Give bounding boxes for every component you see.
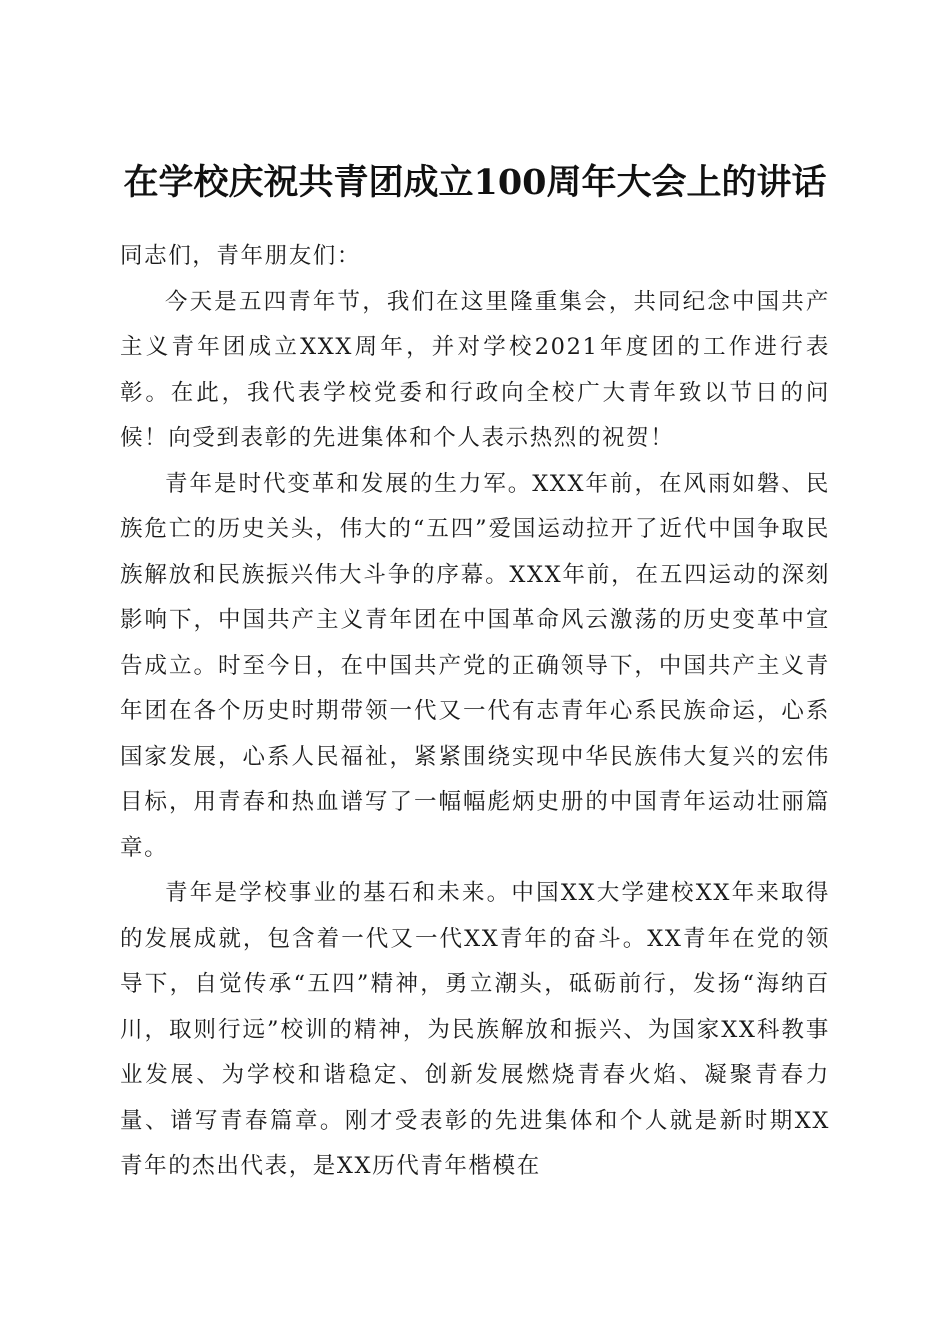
paragraph-youth-era: 青年是时代变革和发展的生力军。XXX年前，在风雨如磐、民族危亡的历史关头，伟大的“五四”爱国运动拉开了近代中国争取民族解放和民族振兴伟大斗争的序幕。XXX年前，在五四运动的深刻影响下，中国共产主义青年团在中国革命风云激荡的历史变革中宣告成立。时至今日，在中国共产党的正确领导下，中国共产主义青年团在各个历史时期带领一代又一代有志青年心系民族命运，心系国家发展，心系人民福祉，紧紧围绕实现中华民族伟大复兴的宏伟目标，用青春和热血谱写了一幅幅彪炳史册的中国青年运动壮丽篇章。 (120, 470, 830, 861)
paragraph-opening: 今天是五四青年节，我们在这里隆重集会，共同纪念中国共产主义青年团成立XXX周年，并对学校2021年度团的工作进行表彰。在此，我代表学校党委和行政向全校广大青年致以节日的问候！向受到表彰的先进集体和个人表示热烈的祝贺！ (120, 288, 830, 451)
paragraph-youth-school: 青年是学校事业的基石和未来。中国XX大学建校XX年来取得的发展成就，包含着一代又一代XX青年的奋斗。XX青年在党的领导下，自觉传承“五四”精神，勇立潮头，砥砺前行，发扬“海纳百川，取则行远”校训的精神，为民族解放和振兴、为国家XX科教事业发展、为学校和谐稳定、创新发展燃烧青春火焰、凝聚青春力量、谱写青春篇章。刚才受表彰的先进集体和个人就是新时期XX青年的杰出代表，是XX历代青年楷模在 (120, 880, 830, 1179)
salutation: 同志们，青年朋友们： (120, 243, 362, 269)
speech-body (120, 234, 830, 1190)
document-title: 在学校庆祝共青团成立100周年大会上的讲话 (123, 162, 827, 204)
